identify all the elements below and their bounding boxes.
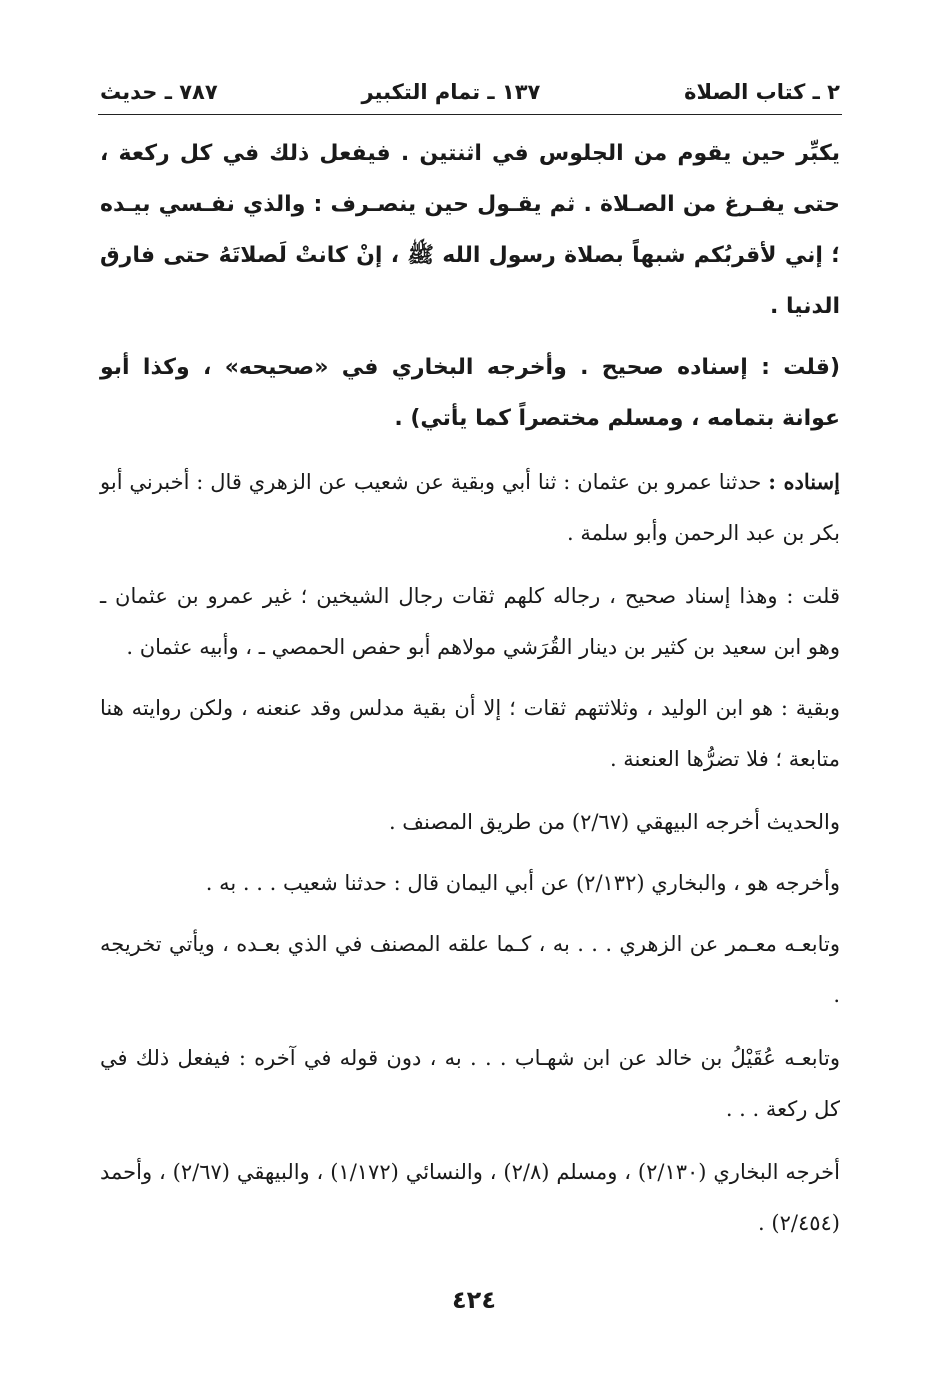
page-number: ٤٢٤: [452, 1286, 496, 1314]
header-rule: [98, 114, 842, 115]
takhrij-note: أخرجه البخاري (٢/١٣٠) ، ومسلم (٢/٨) ، والنسائي (١/١٧٢) ، والبيهقي (٢/٦٧) ، وأحمد (٢/٤٥٤) .: [100, 1160, 840, 1235]
bukhari-note: وأخرجه هو ، والبخاري (٢/١٣٢) عن أبي اليمان قال : حدثنا شعيب . . . به .: [205, 871, 840, 895]
baqiya-note: وبقية : هو ابن الوليد ، وثلاثتهم ثقات ؛ إلا أن بقية مدلس وقد عنعنه ، ولكن روايته هنا متابعة ؛ فلا تضرُّها العنعنة .: [100, 696, 840, 771]
running-header: [100, 72, 840, 112]
grading-note: (قلت : إسناده صحيح . وأخرجه البخاري في «صحيحه» ، وكذا أبو عوانة بتمامه ، ومسلم مختصراً كما يأتي) .: [100, 355, 840, 431]
narrator-note: قلت : وهذا إسناد صحيح ، رجاله كلهم ثقات رجال الشيخين ؛ غير عمرو بن عثمان ـ وهو ابن سعيد بن كثير بن دينار القُرَشي مولاهم أبو حفص الحمصي ـ ، وأبيه عثمان .: [100, 584, 840, 659]
page-body: [100, 128, 840, 1249]
isnad-paragraph: [100, 456, 840, 559]
header-hadith-number: ٧٨٧ ـ حديث: [100, 80, 218, 104]
bayhaqi-note: والحديث أخرجه البيهقي (٢/٦٧) من طريق المصنف .: [388, 810, 840, 834]
mutaba-uqayl-note: وتابعـه عُقَيْلُ بن خالد عن ابن شهـاب . . . به ، دون قوله في آخره : فيفعل ذلك في كل ركعة . . .: [100, 1046, 840, 1121]
isnad-label: إسناده :: [768, 469, 840, 494]
mutaba-mamar-note: وتابعـه معـمر عن الزهري . . . به ، كـما علقه المصنف في الذي بعـده ، ويأتي تخريجه .: [100, 932, 841, 1007]
header-section: ١٣٧ ـ تمام التكبير: [361, 80, 541, 104]
hadith-text: يكبِّر حين يقوم من الجلوس في اثنتين . فيفعل ذلك في كل ركعة ، حتى يفـرغ من الصـلاة . ثم يقـول حين ينصـرف : والذي نفـسي بيـده ؛ إني لأقربُكم شبهاً بصلاة رسول الله ﷺ ، إنْ كانتْ لَصلاتَهُ حتى فارق الدنيا .: [100, 141, 840, 319]
isnad-text: حدثنا عمرو بن عثمان : ثنا أبي وبقية عن شعيب عن الزهري قال : أخبرني أبو بكر بن عبد الرحمن وأبو سلمة .: [100, 470, 840, 545]
header-chapter: ٢ ـ كتاب الصلاة: [684, 80, 840, 104]
